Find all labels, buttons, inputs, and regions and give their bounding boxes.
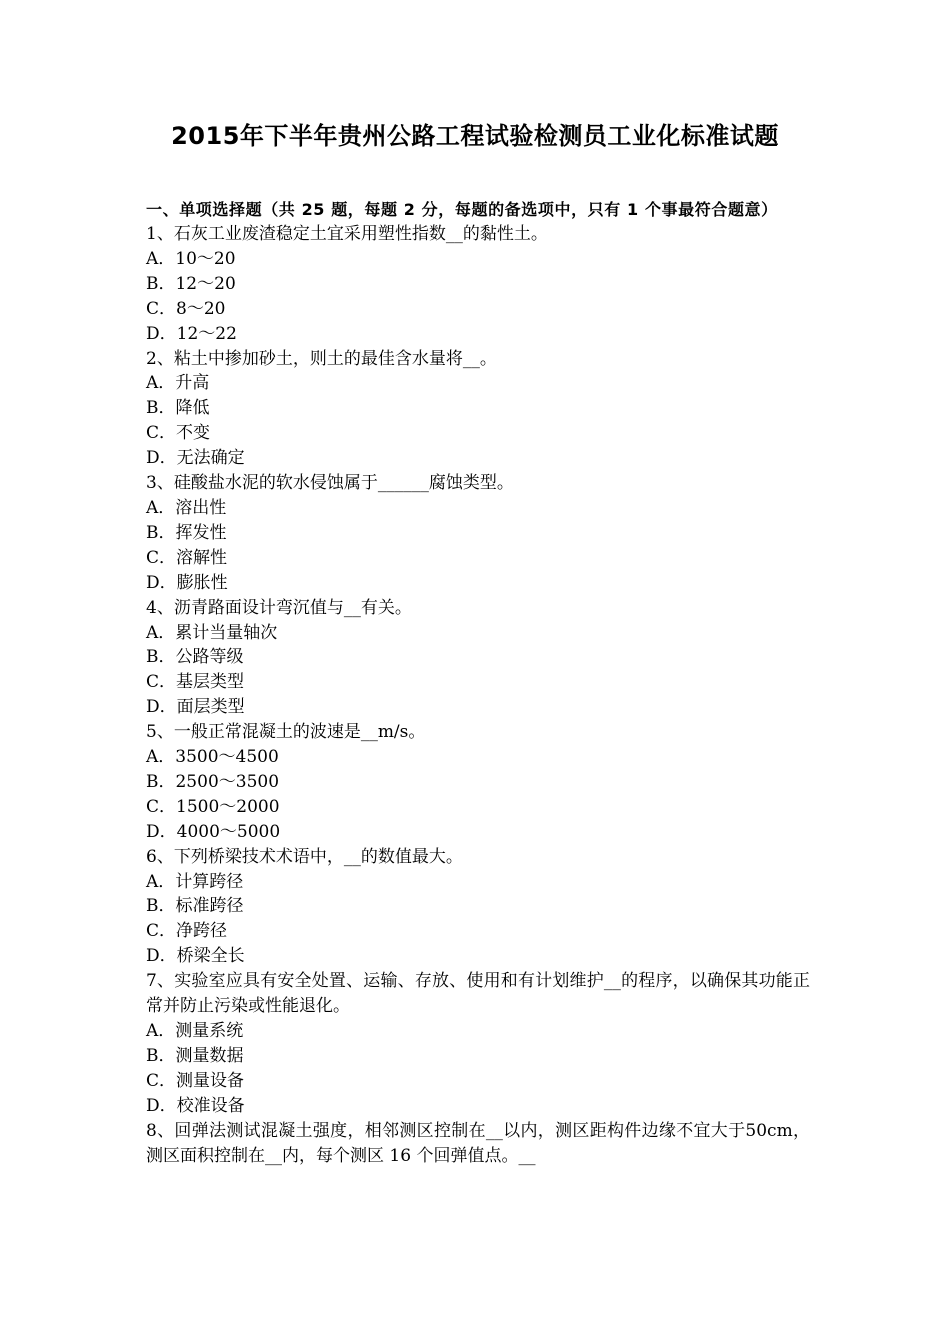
option-b: B．2500～3500 — [146, 771, 280, 792]
question-stem: 7、实验室应具有安全处置、运输、存放、使用和有计划维护__的程序，以确保其功能正常并防止污染或性能退化。 — [146, 971, 810, 1017]
option-d: D．4000～5000 — [146, 821, 281, 842]
question-stem: 8、回弹法测试混凝土强度，相邻测区控制在__以内，测区距构件边缘不宜大于50cm，测区面积控制在__内，每个测区 16 个回弹值点。__ — [146, 1120, 810, 1166]
option-b: B．测量数据 — [146, 1045, 244, 1066]
question-8 — [146, 1119, 810, 1169]
option-c: C．净跨径 — [146, 921, 228, 942]
question-stem: 1、石灰工业废渣稳定土宜采用塑性指数__的黏性土。 — [146, 224, 548, 244]
question-stem: 5、一般正常混凝土的波速是__m/s。 — [146, 722, 426, 743]
option-b: B．标准跨径 — [146, 896, 244, 917]
document-title: 2015年下半年贵州公路工程试验检测员工业化标准试题 — [171, 122, 779, 150]
question-stem: 2、粘土中掺加砂土，则土的最佳含水量将__。 — [146, 348, 497, 369]
question-1 — [146, 222, 810, 347]
option-b: B．降低 — [146, 398, 210, 419]
question-5 — [146, 720, 810, 845]
option-a: A．溶出性 — [146, 497, 227, 518]
question-stem: 3、硅酸盐水泥的软水侵蚀属于______腐蚀类型。 — [146, 473, 514, 494]
option-d: D．校准设备 — [146, 1095, 245, 1116]
option-c: C．8～20 — [146, 298, 226, 319]
option-b: B．12～20 — [146, 273, 236, 294]
question-stem: 6、下列桥梁技术术语中，__的数值最大。 — [146, 846, 463, 867]
option-d: D．膨胀性 — [146, 572, 228, 593]
option-a: A．升高 — [146, 373, 210, 394]
option-c: C．基层类型 — [146, 672, 245, 693]
question-3 — [146, 471, 810, 596]
option-a: A．计算跨径 — [146, 871, 244, 892]
option-c: C．不变 — [146, 423, 211, 444]
option-c: C．1500～2000 — [146, 796, 280, 817]
option-a: A．10～20 — [146, 248, 236, 269]
question-6 — [146, 845, 810, 970]
option-d: D．桥梁全长 — [146, 946, 245, 967]
question-2 — [146, 347, 810, 472]
question-4 — [146, 596, 810, 721]
option-a: A．测量系统 — [146, 1021, 244, 1041]
option-d: D．12～22 — [146, 323, 237, 344]
option-c: C．溶解性 — [146, 547, 228, 568]
section-heading: 一、单项选择题（共 25 题，每题 2 分，每题的备选项中，只有 1 个事最符合题意） — [146, 200, 778, 219]
question-7 — [146, 969, 810, 1118]
option-b: B．公路等级 — [146, 647, 244, 668]
question-stem: 4、沥青路面设计弯沉值与__有关。 — [146, 597, 412, 618]
option-a: A．累计当量轴次 — [146, 622, 278, 643]
document-body — [146, 197, 810, 1168]
option-d: D．面层类型 — [146, 697, 245, 718]
option-c: C．测量设备 — [146, 1070, 245, 1091]
option-b: B．挥发性 — [146, 522, 227, 543]
option-d: D．无法确定 — [146, 448, 245, 469]
option-a: A．3500～4500 — [146, 747, 279, 768]
